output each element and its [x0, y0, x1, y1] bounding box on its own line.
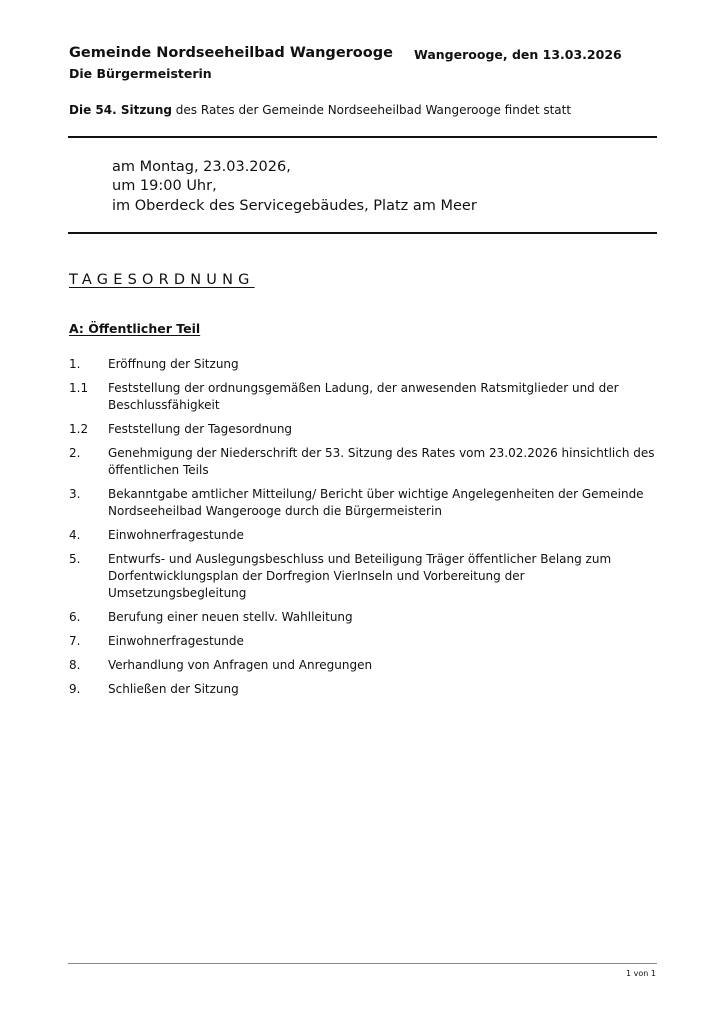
agenda-item-number: 8. — [69, 658, 81, 672]
top-rule — [68, 136, 657, 138]
office-title: Die Bürgermeisterin — [69, 66, 212, 81]
agenda-item — [69, 681, 659, 698]
agenda-list — [69, 356, 659, 705]
bottom-rule — [68, 232, 657, 234]
place-date: Wangerooge, den 13.03.2026 — [414, 47, 622, 62]
agenda-item — [69, 633, 659, 650]
agenda-item-text: Genehmigung der Niederschrift der 53. Sitzung des Rates vom 23.02.2026 hinsichtlich des öffentlichen Teils — [108, 446, 655, 477]
agenda-item — [69, 609, 659, 626]
agenda-item-text: Berufung einer neuen stellv. Wahlleitung — [108, 610, 353, 624]
agenda-item-number: 9. — [69, 682, 81, 696]
intro-rest: des Rates der Gemeinde Nordseeheilbad Wangerooge findet statt — [171, 103, 572, 117]
agenda-item-text: Einwohnerfragestunde — [108, 634, 244, 648]
agenda-item-text: Feststellung der Tagesordnung — [108, 422, 293, 436]
meeting-time: um 19:00 Uhr, — [112, 178, 217, 194]
section-title: A: Öffentlicher Teil — [69, 321, 201, 336]
agenda-item-number: 4. — [69, 528, 81, 542]
agenda-item-text: Bekanntgabe amtlicher Mitteilung/ Bericht über wichtige Angelegenheiten der Gemeinde Nordseeheilbad Wangerooge durch die Bürgermeisterin — [108, 487, 644, 518]
agenda-item-text: Feststellung der ordnungsgemäßen Ladung, der anwesenden Ratsmitglieder und der Beschlussfähigkeit — [108, 381, 619, 412]
agenda-item-number: 3. — [69, 487, 81, 501]
agenda-item-number: 2. — [69, 446, 81, 460]
agenda-item-text: Schließen der Sitzung — [108, 682, 239, 696]
agenda-item — [69, 356, 659, 373]
meeting-location: im Oberdeck des Servicegebäudes, Platz am Meer — [112, 198, 477, 214]
agenda-item-number: 7. — [69, 634, 81, 648]
agenda-item-number: 1.2 — [69, 422, 89, 436]
footer-rule — [68, 963, 657, 964]
agenda-item — [69, 486, 659, 520]
municipality-name: Gemeinde Nordseeheilbad Wangerooge — [69, 45, 393, 61]
agenda-item-number: 1.1 — [69, 381, 89, 395]
agenda-item — [69, 551, 659, 602]
agenda-item — [69, 380, 659, 414]
agenda-item-text: Eröffnung der Sitzung — [108, 357, 239, 371]
agenda-title: TAGESORDNUNG — [69, 272, 255, 288]
intro-sentence — [69, 103, 571, 117]
agenda-item — [69, 527, 659, 544]
agenda-item — [69, 421, 659, 438]
agenda-item-text: Entwurfs- und Auslegungsbeschluss und Beteiligung Träger öffentlicher Belang zum Dorfentwicklungsplan der Dorfregion VierInseln und Vorbereitung der Umsetzungsbegleitung — [108, 552, 612, 600]
agenda-item — [69, 657, 659, 674]
intro-bold: Die 54. Sitzung — [69, 103, 172, 117]
page-indicator: 1 von 1 — [626, 969, 656, 978]
agenda-item-text: Verhandlung von Anfragen und Anregungen — [108, 658, 373, 672]
agenda-item-text: Einwohnerfragestunde — [108, 528, 244, 542]
agenda-item-number: 1. — [69, 357, 81, 371]
meeting-date: am Montag, 23.03.2026, — [112, 159, 291, 175]
agenda-item — [69, 445, 659, 479]
agenda-item-number: 5. — [69, 552, 81, 566]
agenda-item-number: 6. — [69, 610, 81, 624]
